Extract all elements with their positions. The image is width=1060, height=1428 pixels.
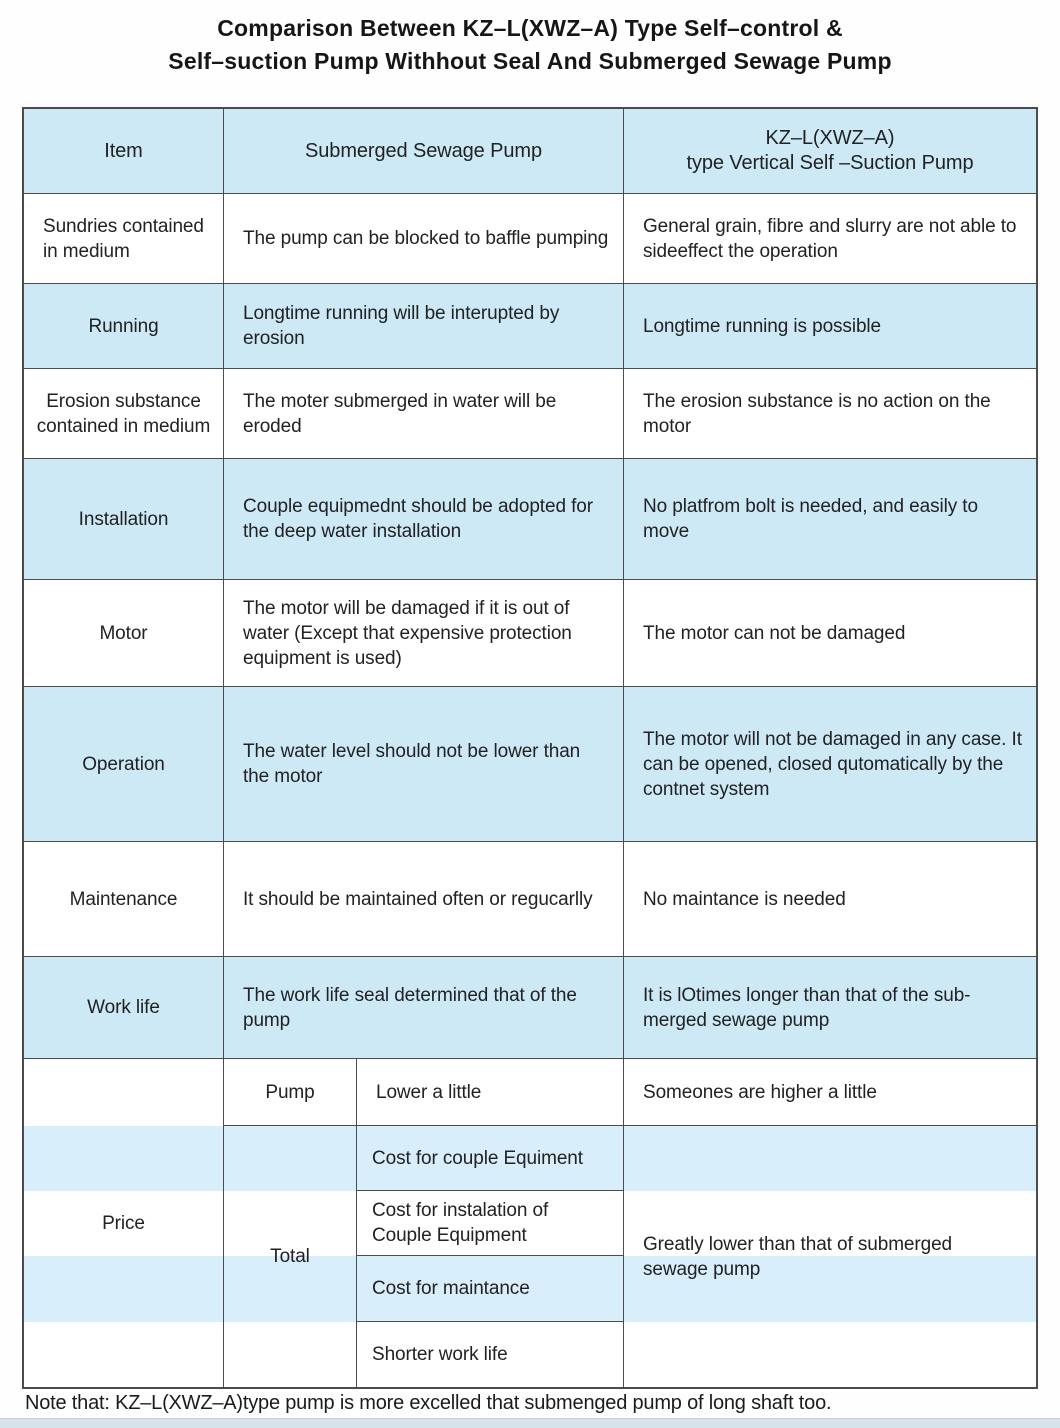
row-erosion-submerged: The moter submerged in water will be eroded: [224, 369, 624, 459]
comparison-table: [22, 107, 1038, 1389]
row-installation-item: Installation: [24, 459, 224, 580]
price-shorter-work-life: Shorter work life: [357, 1322, 624, 1387]
row-sundries-item: Sundries contained in medium: [24, 194, 224, 284]
header-item: Item: [24, 109, 224, 194]
header-kzl-line1: KZ–L(XWZ–A): [765, 127, 895, 149]
row-motor-submerged: The motor will be damaged if it is out of water (Except that expensive protection equipment is used): [224, 580, 624, 687]
price-pump-submerged: Lower a little: [357, 1059, 624, 1126]
page-title-line2: Self–suction Pump Withhout Seal And Submerged Sewage Pump: [168, 48, 892, 74]
row-installation-kzl: No platfrom bolt is needed, and easily to move: [624, 459, 1036, 580]
row-operation-kzl: The motor will not be damaged in any case. It can be opened, closed qutomatically by the contnet system: [624, 687, 1036, 842]
row-maintenance-submerged: It should be maintained often or regucarlly: [224, 842, 624, 957]
header-submerged-pump: Submerged Sewage Pump: [224, 109, 624, 194]
row-maintenance-kzl: No maintance is needed: [624, 842, 1036, 957]
header-kzl-line2: type Vertical Self –Suction Pump: [686, 152, 974, 174]
row-maintenance-item: Maintenance: [24, 842, 224, 957]
price-pump-kzl: Someones are higher a little: [624, 1059, 1036, 1126]
row-running-submerged: Longtime running will be interupted by erosion: [224, 284, 624, 369]
row-worklife-item: Work life: [24, 957, 224, 1059]
row-price-item: Price: [24, 1059, 224, 1387]
row-erosion-item: Erosion substance contained in medium: [24, 369, 224, 459]
footnote: Note that: KZ–L(XWZ–A)type pump is more excelled that submenged pump of long shaft too.: [25, 1392, 832, 1414]
row-sundries-submerged: The pump can be blocked to baffle pumping: [224, 194, 624, 284]
row-operation-submerged: The water level should not be lower than the motor: [224, 687, 624, 842]
price-pump-label: Pump: [224, 1059, 357, 1126]
row-sundries-kzl: General grain, fibre and slurry are not able to sideeffect the operation: [624, 194, 1036, 284]
row-motor-item: Motor: [24, 580, 224, 687]
price-total-kzl: Greatly lower than that of submerged sewage pump: [624, 1126, 1036, 1387]
row-worklife-kzl: It is lOtimes longer than that of the sub-merged sewage pump: [624, 957, 1036, 1059]
price-cost-installation: Cost for instalation of Couple Equipment: [357, 1191, 624, 1256]
row-running-kzl: Longtime running is possible: [624, 284, 1036, 369]
row-running-item: Running: [24, 284, 224, 369]
row-motor-kzl: The motor can not be damaged: [624, 580, 1036, 687]
price-cost-couple-equipment: Cost for couple Equiment: [357, 1126, 624, 1191]
page-title: [0, 12, 1060, 78]
page-title-line1: Comparison Between KZ–L(XWZ–A) Type Self–control &: [217, 15, 843, 41]
row-operation-item: Operation: [24, 687, 224, 842]
row-installation-submerged: Couple equipmednt should be adopted for the deep water installation: [224, 459, 624, 580]
row-erosion-kzl: The erosion substance is no action on the motor: [624, 369, 1036, 459]
bottom-strip: [0, 1418, 1060, 1428]
header-kzl-pump: [624, 109, 1036, 194]
price-cost-maintenance: Cost for maintance: [357, 1256, 624, 1322]
price-total-label: Total: [224, 1126, 357, 1387]
row-worklife-submerged: The work life seal determined that of the pump: [224, 957, 624, 1059]
